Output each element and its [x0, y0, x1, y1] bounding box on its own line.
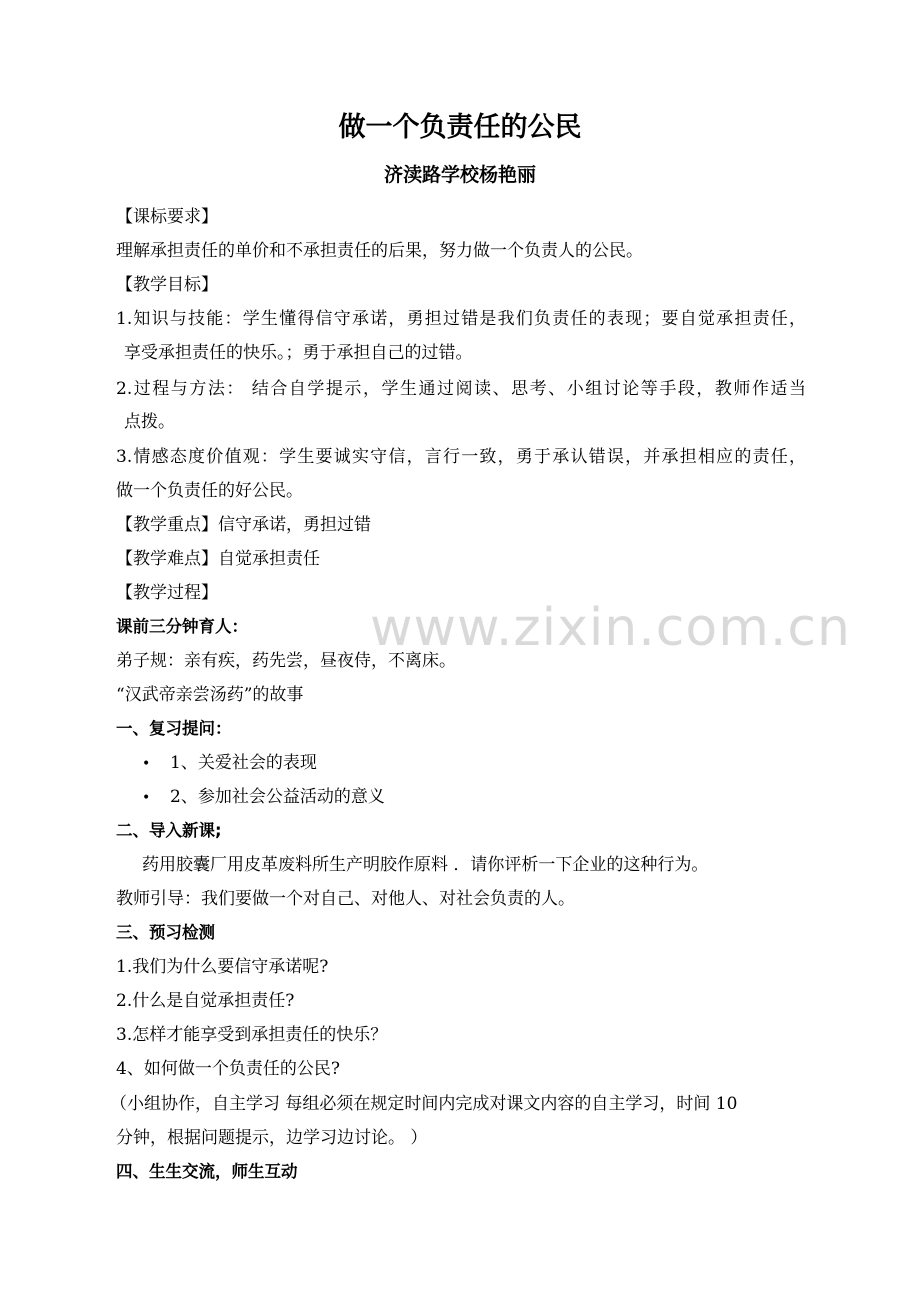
- intro-guide: 教师引导：我们要做一个对自己、对他人、对社会负责的人。: [116, 889, 575, 909]
- goal3-line1: 3.情感态度价值观：学生要诚实守信，言行一致，勇于承认错误，并承担相应的责任，: [116, 447, 806, 467]
- group-note-line2: 分钟，根据问题提示，边学习边讨论。 ）: [116, 1128, 428, 1148]
- curriculum-text: 理解承担责任的单价和不承担责任的后果，努力做一个负责人的公民。: [116, 241, 643, 261]
- intro-text: 药用胶囊厂用皮革废料所生产明胶作原料 ．请你评析一下企业的这种行为。: [142, 855, 709, 875]
- preview-question-2: 2.什么是自觉承担责任?: [116, 991, 295, 1011]
- process-header: 【教学过程】: [116, 583, 218, 603]
- document-author: 济渎路学校杨艳丽: [383, 164, 536, 186]
- goal1-line1: 1.知识与技能：学生懂得信守承诺，勇担过错是我们负责任的表现；要自觉承担责任，: [116, 309, 806, 329]
- review-item-1: 1、关爱社会的表现: [170, 753, 317, 773]
- bullet-icon: •: [142, 790, 151, 806]
- preview-question-4: 4、如何做一个负责任的公民?: [116, 1059, 340, 1079]
- goals-header: 【教学目标】: [116, 275, 218, 295]
- goal2-line1: 2.过程与方法： 结合自学提示，学生通过阅读、思考、小组讨论等手段，教师作适当: [116, 379, 806, 399]
- review-item-2: 2、参加社会公益活动的意义: [170, 787, 385, 807]
- pre-class-header: 课前三分钟育人：: [116, 617, 248, 636]
- group-note-line1: （小组协作，自主学习 每组必须在规定时间内完成对课文内容的自主学习，时间 10: [110, 1094, 738, 1114]
- difficulty: 【教学难点】自觉承担责任: [116, 549, 320, 569]
- curriculum-header: 【课标要求】: [116, 207, 218, 227]
- intro-header: 二、导入新课;: [116, 821, 222, 840]
- list-item: [142, 751, 317, 776]
- goal2-line2: 点拨。: [124, 412, 175, 432]
- watermark: www.zixin.com.cn: [370, 598, 851, 658]
- exchange-header: 四、生生交流，师生互动: [116, 1162, 298, 1181]
- pre-class-text2: “汉武帝亲尝汤药”的故事: [116, 685, 304, 705]
- review-header: 一、复习提问：: [116, 719, 232, 738]
- goal1-line2: 享受承担责任的快乐。；勇于承担自己的过错。: [124, 343, 473, 363]
- key-point: 【教学重点】信守承诺，勇担过错: [116, 515, 371, 535]
- preview-question-1: 1.我们为什么要信守承诺呢?: [116, 957, 329, 977]
- pre-class-text1: 弟子规：亲有疾，药先尝，昼夜侍，不离床。: [116, 651, 456, 671]
- bullet-icon: •: [142, 756, 151, 772]
- list-item: [142, 785, 385, 810]
- preview-header: 三、预习检测: [116, 923, 215, 942]
- document-title: 做一个负责任的公民: [338, 112, 582, 143]
- goal3-line2: 做一个负责任的好公民。: [116, 481, 303, 501]
- preview-question-3: 3.怎样才能享受到承担责任的快乐？: [116, 1025, 388, 1045]
